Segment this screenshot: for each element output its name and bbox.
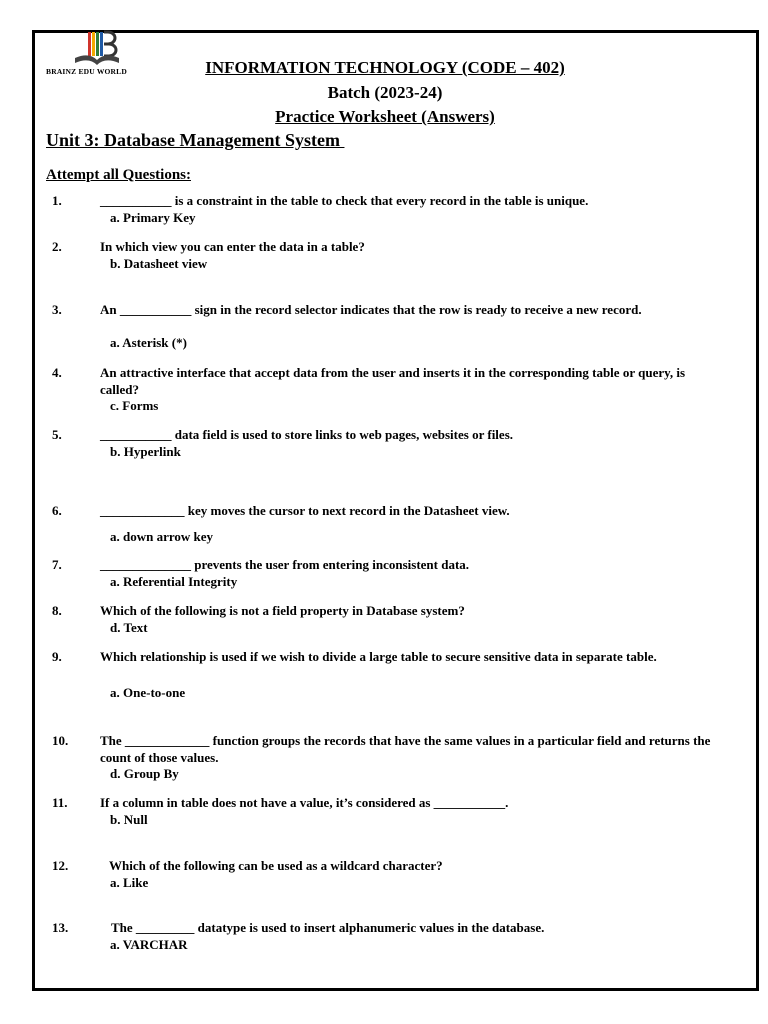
question-number: 9. [52,649,62,664]
question-text: Which of the following is not a field property in Database system? [100,603,465,618]
question-number: 4. [52,365,62,380]
answer-text: a. Asterisk (*) [110,335,187,350]
instruction-heading: Attempt all Questions: [46,167,191,183]
question-text: An attractive interface that accept data from the user and inserts it in the corresponding table or query, is called? [100,365,686,397]
question-number: 8. [52,603,62,618]
question-text: ______________ prevents the user from entering inconsistent data. [100,557,470,572]
question-number: 11. [52,795,68,810]
question-number: 1. [52,193,62,208]
question-number: 12. [52,858,69,873]
question-number: 13. [52,920,69,935]
question-number: 2. [52,239,62,254]
logo-text: BRAINZ EDU WORLD [46,67,127,76]
answer-text: b. Datasheet view [110,256,208,271]
question-number: 10. [52,733,69,748]
question-number: 7. [52,557,62,572]
answer-text: b. Hyperlink [110,444,181,459]
question-text: If a column in table does not have a value, it’s considered as ___________. [100,795,509,810]
question-number: 3. [52,302,62,317]
answer-text: a. Like [110,875,149,890]
question-text: An ___________ sign in the record selector indicates that the row is ready to receive a new record. [100,302,642,317]
question-text: ___________ data field is used to store links to web pages, websites or files. [100,427,513,442]
answer-text: d. Text [110,620,148,635]
question-text: The _________ datatype is used to insert alphanumeric values in the database. [111,920,545,935]
answer-text: a. Primary Key [110,210,196,225]
batch-label: Batch (2023-24) [327,83,443,102]
question-text: In which view you can enter the data in a table? [100,239,365,254]
question-text: ___________ is a constraint in the table to check that every record in the table is unique. [100,193,589,208]
answer-text: b. Null [110,812,148,827]
question-text: The _____________ function groups the records that have the same values in a particular field and returns the count of those values. [100,733,711,765]
question-text: _____________ key moves the cursor to next record in the Datasheet view. [100,503,510,518]
page-title: INFORMATION TECHNOLOGY (CODE – 402) [205,58,565,77]
question-text: Which relationship is used if we wish to divide a large table to secure sensitive data in separate table. [100,649,657,664]
answer-text: c. Forms [110,398,159,413]
question-number: 5. [52,427,62,442]
question-text: Which of the following can be used as a wildcard character? [109,858,443,873]
answer-text: a. VARCHAR [110,937,188,952]
question-number: 6. [52,503,62,518]
answer-text: a. Referential Integrity [110,574,238,589]
worksheet-title: Practice Worksheet (Answers) [275,107,495,126]
answer-text: d. Group By [110,766,179,781]
answer-text: a. down arrow key [110,529,214,544]
answer-text: a. One-to-one [110,685,186,700]
unit-heading: Unit 3: Database Management System [46,130,345,150]
